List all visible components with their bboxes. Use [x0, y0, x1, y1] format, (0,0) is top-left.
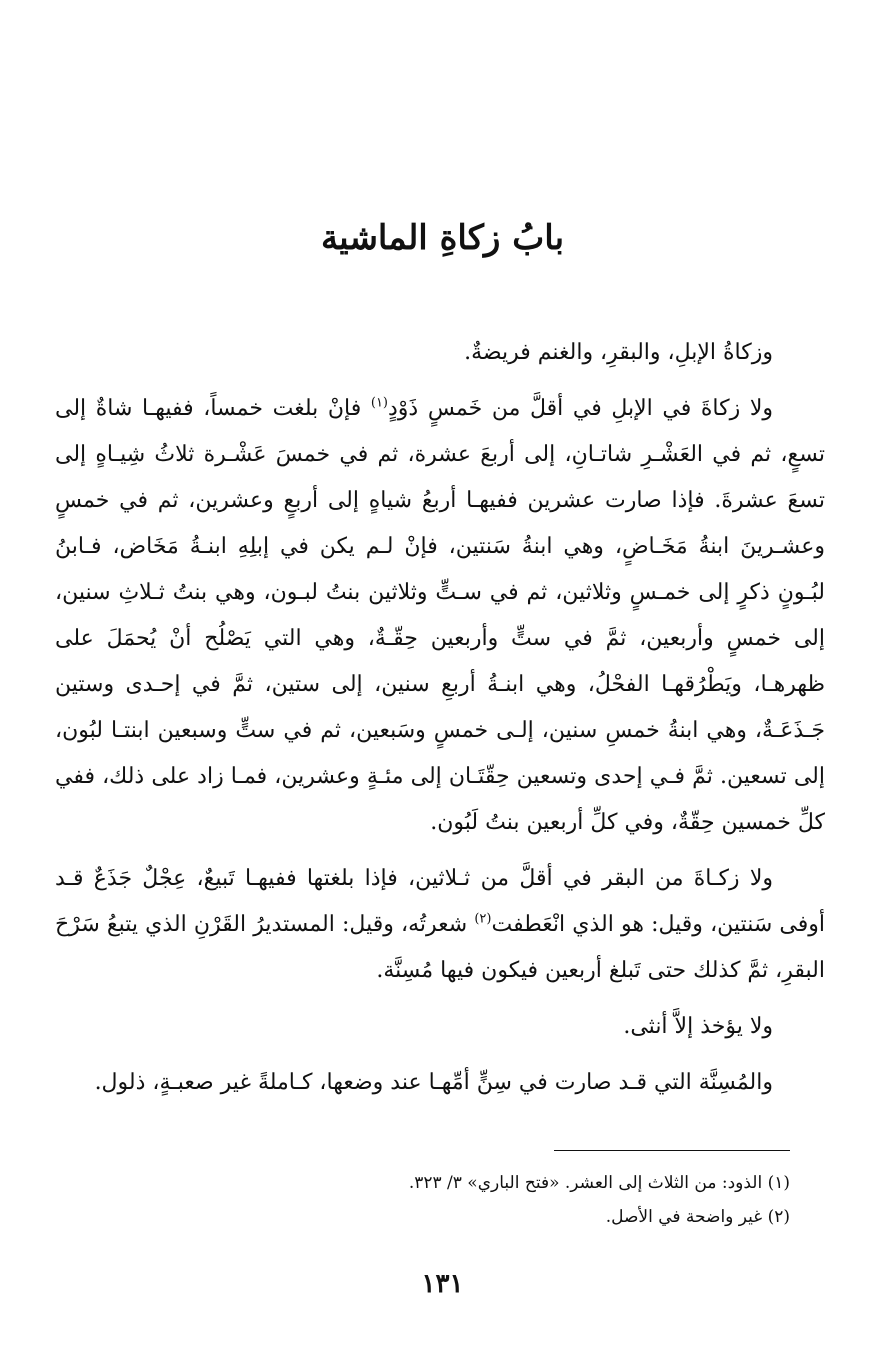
paragraph-1 [55, 330, 825, 376]
footnotes [90, 1166, 790, 1234]
paragraph-2-text-b: فإنْ بلغت خمساً، ففيهـا شاةٌ إلى تسعٍ، ثم في العَشْـرِ شاتـانِ، إلى أربعَ عشرة، ثم في خمسَ عَشْـرة ثلاثُ شِيـاهٍ إلى تسعَ عشرةَ. فإذا صارت عشرين ففيهـا أربعُ شياهٍ إلى أربعٍ وعشرين، ثم في خمسٍ وعشـرينَ ابنةُ مَخَـاضٍ، وهي ابنةُ سَنتين، فإنْ لـم يكن في إبلِهِ ابنـةُ مَخَاض، فـابنُ لبُـونٍ ذكرٍ إلى خمـسٍ وثلاثين، ثم في سـتٍّ وثلاثين بنتُ لبـون، وهي بنتُ ثـلاثِ سنين، إلى خمسٍ وأربعين، ثمَّ في ستٍّ وأربعين حِقّـةٌ، وهي التي يَصْلُح أنْ يُحمَلَ على ظهرهـا، ويَطْرُقهـا الفحْلُ، وهي ابنـةُ أربعِ سنين، إلى ستين، ثمَّ في إحـدى وستين جَـذَعَـةٌ، وهي ابنةُ خمسِ سنين، إلـى خمسٍ وسَبعين، ثم في ستٍّ وسبعين ابنتـا لبُون، إلى تسعين. ثمَّ فـي إحدى وتسعين حِقّتَـان إلى مئـةٍ وعشرين، فمـا زاد على ذلك، ففي كلِّ خمسين حِقّةٌ، وفي كلِّ أربعين بنتُ لَبُون. [55, 396, 825, 835]
chapter-title: بابُ زكاةِ الماشية [320, 218, 565, 258]
paragraph-3 [55, 856, 825, 994]
page-number: ١٣١ [421, 1269, 464, 1299]
paragraph-5 [55, 1060, 825, 1106]
footnote-divider [554, 1150, 790, 1151]
paragraph-3-text-b: شعرتُه، وقيل: المستديرُ القَرْنِ الذي يتبعُ سَرْحَ البقرِ، ثمَّ كذلك حتى تَبلغ أربعين فيكون فيها مُسِنَّة. [55, 912, 825, 983]
paragraph-5-text: والمُسِنَّة التي قـد صارت في سِنٍّ أمِّهـا عند وضعها، كـاملةً غير صعبـةٍ، ذلول. [94, 1070, 773, 1095]
main-text [55, 330, 825, 1106]
paragraph-2-text-a: ولا زكاةَ في الإبلِ في أقلَّ من خَمسٍ ذَوْدٍ [388, 396, 774, 421]
paragraph-1-text: وزكاةُ الإبلِ، والبقرِ، والغنم فريضةٌ. [464, 340, 773, 365]
footnote-ref-1[interactable]: (١) [370, 395, 388, 411]
paragraph-4-text: ولا يؤخذ إلاَّ أنثى. [623, 1014, 773, 1039]
paragraph-2 [55, 386, 825, 846]
footnote-2: (٢) غير واضحة في الأصل. [605, 1207, 790, 1227]
footnote-ref-2[interactable]: (٢) [474, 911, 492, 927]
paragraph-3-text-a: ولا زكـاةَ من البقر في أقلَّ من ثـلاثين، فإذا بلغتها ففيهـا تَبيعٌ، عِجْلٌ جَذَعٌ قـد أوفى سَنتين، وقيل: هو الذي انْعَطفت [55, 866, 825, 937]
footnote-1: (١) الذود: من الثلاث إلى العشر. «فتح الباري» ٣/ ٣٢٣. [408, 1173, 790, 1193]
paragraph-4 [55, 1004, 825, 1050]
